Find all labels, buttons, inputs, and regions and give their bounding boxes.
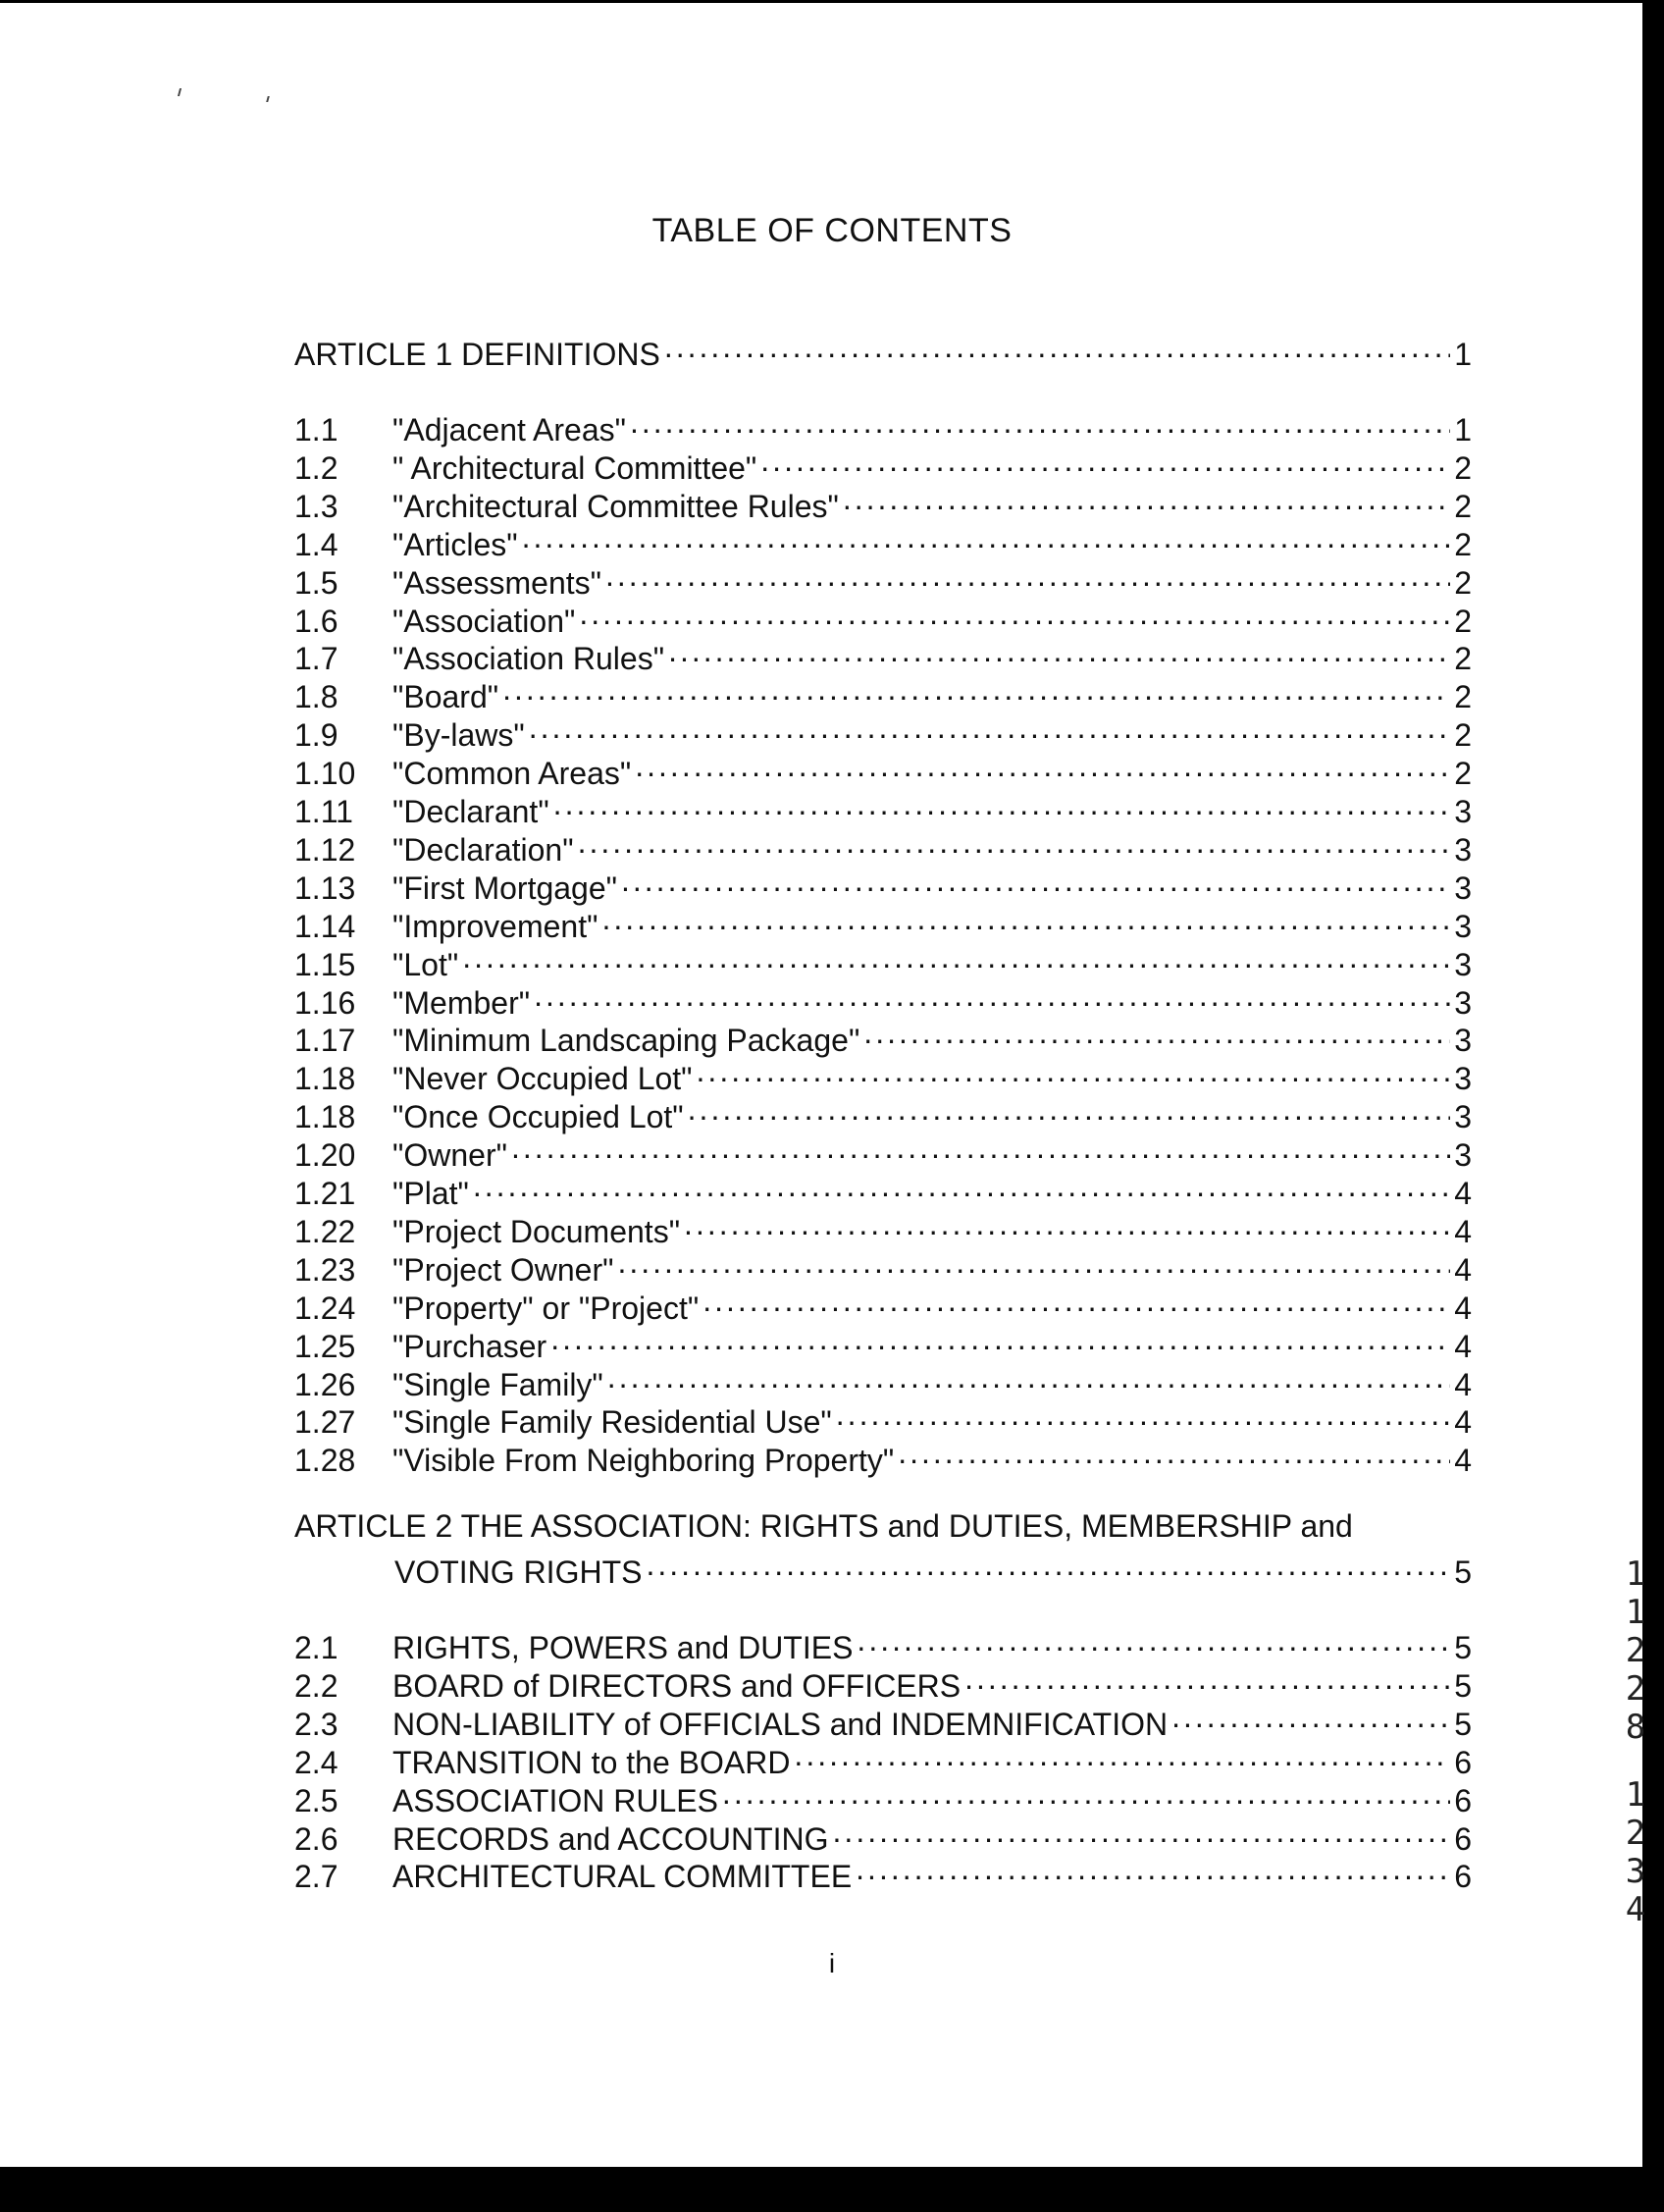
entry-page: 2 [1454, 717, 1472, 754]
scan-speck [178, 88, 182, 96]
entry-label: "First Mortgage" [392, 869, 617, 906]
entry-number: 1.13 [294, 869, 356, 906]
entry-page: 3 [1454, 794, 1472, 829]
entry-label: "Single Family Residential Use" [392, 1404, 832, 1441]
entry-number: 2.5 [294, 1782, 338, 1818]
toc-entry [294, 1090, 1472, 1135]
entry-number: 1.4 [294, 526, 338, 562]
entry-number: 1.5 [294, 564, 338, 601]
leader-dots [702, 1282, 1450, 1319]
toc-entry [294, 1320, 1472, 1364]
entry-label: "Owner" [392, 1137, 507, 1174]
entry-number: 1.8 [294, 679, 338, 715]
leader-dots [617, 1243, 1450, 1281]
leader-dots [722, 1774, 1450, 1812]
entry-number: 1.12 [294, 831, 356, 868]
entry-label: "Adjacent Areas" [392, 412, 626, 448]
entry-page: 6 [1454, 1820, 1472, 1857]
entry-number: 1.26 [294, 1366, 356, 1402]
entry-label: "By-laws" [392, 717, 525, 754]
leader-dots [553, 785, 1451, 822]
entry-label: RECORDS and ACCOUNTING [392, 1820, 829, 1857]
entry-page: 3 [1454, 1099, 1472, 1135]
entry-label: "Association" [392, 603, 576, 639]
toc-entry [294, 976, 1472, 1021]
toc-entry [294, 1434, 1472, 1479]
entry-number: 2.3 [294, 1706, 338, 1742]
entry-label: "Assessments" [392, 564, 601, 601]
entry-label: ARCHITECTURAL COMMITTEE [392, 1859, 853, 1895]
entry-page: 2 [1454, 603, 1472, 639]
entry-label: TRANSITION to the BOARD [392, 1744, 791, 1780]
entry-number: 1.20 [294, 1137, 356, 1174]
stamp-digit: 8 [1625, 1708, 1646, 1747]
leader-dots [522, 518, 1451, 555]
toc-entry [294, 1396, 1472, 1441]
toc-entry [294, 556, 1472, 601]
entry-number: 1.23 [294, 1251, 356, 1288]
toc-entry [294, 785, 1472, 829]
toc-entry [294, 1850, 1472, 1895]
entry-page: 4 [1454, 1176, 1472, 1211]
article-1-page: 1 [1454, 337, 1472, 372]
stamp-digit: 2 [1625, 1631, 1646, 1670]
entry-label: "Project Owner" [392, 1251, 614, 1288]
entry-number: 1.14 [294, 908, 356, 944]
toc-entry [294, 709, 1472, 754]
entry-number: 1.27 [294, 1404, 356, 1441]
entry-page: 5 [1454, 1667, 1472, 1704]
entry-label: "Visible From Neighboring Property" [392, 1443, 895, 1479]
toc-entry [294, 1774, 1472, 1818]
toc-entry [294, 1282, 1472, 1326]
toc-entry [294, 1167, 1472, 1211]
toc-entry [294, 1129, 1472, 1174]
entry-page: 4 [1454, 1366, 1472, 1402]
entry-page: 4 [1454, 1290, 1472, 1326]
stamp-digit: 3 [1625, 1852, 1646, 1891]
entry-page: 4 [1454, 1443, 1472, 1479]
entry-number: 1.18 [294, 1099, 356, 1135]
leader-dots [898, 1434, 1450, 1471]
entry-number: 1.22 [294, 1213, 356, 1249]
leader-dots [534, 976, 1450, 1014]
entry-number: 1.9 [294, 717, 338, 754]
article-2-title-line-2: VOTING RIGHTS [394, 1554, 643, 1590]
entry-page: 3 [1454, 869, 1472, 906]
toc-entry [294, 823, 1472, 868]
leader-dots [462, 938, 1450, 975]
toc-entry [294, 1243, 1472, 1288]
entry-label: ASSOCIATION RULES [392, 1782, 718, 1818]
leader-dots [684, 1205, 1450, 1242]
page-title: TABLE OF CONTENTS [651, 212, 1013, 249]
stamp-digit: 1 [1625, 1554, 1646, 1594]
leader-dots [646, 1546, 1450, 1583]
toc-entry [294, 632, 1472, 677]
scan-border-bottom [0, 2167, 1664, 2212]
leader-dots [630, 403, 1450, 441]
leader-dots [668, 632, 1450, 669]
toc-entry [294, 1813, 1472, 1857]
leader-dots [550, 1320, 1450, 1357]
article-2-heading-line-1 [294, 1507, 1472, 1545]
entry-number: 1.18 [294, 1061, 356, 1097]
toc-entry [294, 747, 1472, 792]
leader-dots [664, 328, 1450, 365]
leader-dots [833, 1813, 1451, 1850]
entry-label: "Improvement" [392, 908, 598, 944]
entry-number: 1.24 [294, 1290, 356, 1326]
entry-page: 1 [1454, 412, 1472, 448]
entry-label: NON-LIABILITY of OFFICIALS and INDEMNIFICATION [392, 1706, 1169, 1742]
toc-entry [294, 1014, 1472, 1059]
leader-dots [697, 1052, 1451, 1089]
article-2-title-line-1: ARTICLE 2 THE ASSOCIATION: RIGHTS and DUTIES, MEMBERSHIP and [294, 1508, 1353, 1544]
leader-dots [502, 670, 1450, 708]
entry-page: 4 [1454, 1251, 1472, 1288]
entry-number: 1.10 [294, 756, 356, 792]
entry-label: RIGHTS, POWERS and DUTIES [392, 1630, 854, 1665]
entry-number: 2.1 [294, 1630, 338, 1665]
entry-page: 4 [1454, 1404, 1472, 1441]
entry-page: 3 [1454, 1061, 1472, 1097]
entry-page: 2 [1454, 641, 1472, 677]
toc-entry [294, 1659, 1472, 1704]
entry-number: 1.21 [294, 1176, 356, 1211]
stamp-gap [1624, 1747, 1647, 1776]
entry-page: 3 [1454, 908, 1472, 944]
leader-dots [964, 1659, 1450, 1697]
scan-speck [266, 96, 270, 102]
article-2-page: 5 [1454, 1554, 1472, 1590]
entry-label: BOARD of DIRECTORS and OFFICERS [392, 1667, 962, 1704]
leader-dots [578, 823, 1451, 861]
entry-number: 1.25 [294, 1328, 356, 1364]
toc-entry [294, 1621, 1472, 1665]
entry-label: "Declarant" [392, 794, 549, 829]
stamp-digit: 2 [1625, 1669, 1646, 1709]
leader-dots [605, 556, 1450, 594]
leader-dots [843, 480, 1450, 517]
entry-label: "Plat" [392, 1176, 469, 1211]
article-1-title: ARTICLE 1 DEFINITIONS [294, 337, 660, 372]
leader-dots [760, 442, 1450, 479]
leader-dots [601, 900, 1450, 937]
leader-dots [511, 1129, 1450, 1166]
entry-label: "Once Occupied Lot" [392, 1099, 684, 1135]
entry-number: 1.15 [294, 946, 356, 982]
entry-number: 1.6 [294, 603, 338, 639]
entry-label: " Architectural Committee" [392, 449, 757, 486]
stamp-digit: 1 [1625, 1593, 1646, 1632]
entry-page: 2 [1454, 679, 1472, 715]
leader-dots [857, 1621, 1450, 1659]
entry-number: 1.7 [294, 641, 338, 677]
leader-dots [836, 1396, 1450, 1433]
entry-label: "Declaration" [392, 831, 574, 868]
entry-label: "Articles" [392, 526, 518, 562]
entry-number: 2.6 [294, 1820, 338, 1857]
entry-page: 2 [1454, 526, 1472, 562]
leader-dots [579, 595, 1450, 632]
entry-label: "Minimum Landscaping Package" [392, 1023, 860, 1059]
toc-entry [294, 862, 1472, 906]
entry-number: 1.17 [294, 1023, 356, 1059]
entry-number: 1.11 [294, 794, 353, 829]
article-1-heading [294, 328, 1472, 372]
leader-dots [794, 1736, 1450, 1773]
leader-dots [863, 1014, 1450, 1051]
entry-label: "Property" or "Project" [392, 1290, 700, 1326]
toc-entry [294, 1358, 1472, 1402]
entry-label: "Purchaser [392, 1328, 547, 1364]
toc-entry [294, 900, 1472, 944]
toc-entry [294, 1205, 1472, 1249]
entry-page: 5 [1454, 1630, 1472, 1665]
side-stamp [1624, 1555, 1647, 1929]
leader-dots [688, 1090, 1451, 1128]
entry-page: 3 [1454, 1023, 1472, 1059]
entry-label: "Common Areas" [392, 756, 632, 792]
scan-border-top [0, 0, 1664, 3]
entry-page: 6 [1454, 1744, 1472, 1780]
toc-entry [294, 1052, 1472, 1097]
entry-number: 1.3 [294, 488, 338, 524]
entry-label: "Never Occupied Lot" [392, 1061, 693, 1097]
entry-label: "Member" [392, 984, 531, 1021]
toc-entry [294, 1698, 1472, 1742]
entry-page: 3 [1454, 1137, 1472, 1174]
toc-entry [294, 595, 1472, 639]
entry-page: 3 [1454, 831, 1472, 868]
entry-page: 6 [1454, 1782, 1472, 1818]
entry-number: 1.28 [294, 1443, 356, 1479]
toc-entry [294, 670, 1472, 715]
entry-label: "Architectural Committee Rules" [392, 488, 839, 524]
entry-page: 2 [1454, 449, 1472, 486]
stamp-digit: 2 [1625, 1814, 1646, 1853]
entry-number: 2.7 [294, 1859, 338, 1895]
entry-label: "Board" [392, 679, 499, 715]
entry-label: "Association Rules" [392, 641, 665, 677]
toc-entry [294, 442, 1472, 486]
entry-page: 2 [1454, 756, 1472, 792]
toc-entry [294, 938, 1472, 982]
leader-dots [529, 709, 1450, 746]
toc-entry [294, 480, 1472, 524]
leader-dots [473, 1167, 1450, 1204]
leader-dots [1171, 1698, 1450, 1735]
entry-page: 4 [1454, 1213, 1472, 1249]
entry-label: "Single Family" [392, 1366, 603, 1402]
leader-dots [621, 862, 1450, 899]
stamp-digit: 1 [1625, 1775, 1646, 1815]
entry-page: 3 [1454, 984, 1472, 1021]
entry-number: 2.4 [294, 1744, 338, 1780]
entry-page: 3 [1454, 946, 1472, 982]
entry-page: 4 [1454, 1328, 1472, 1364]
entry-page: 2 [1454, 564, 1472, 601]
stamp-digit: 4 [1625, 1890, 1646, 1929]
leader-dots [635, 747, 1450, 784]
entry-page: 2 [1454, 488, 1472, 524]
toc-entry [294, 1736, 1472, 1780]
entry-number: 1.1 [294, 412, 338, 448]
entry-page: 6 [1454, 1859, 1472, 1895]
leader-dots [607, 1358, 1450, 1396]
entry-label: "Lot" [392, 946, 459, 982]
entry-number: 2.2 [294, 1667, 338, 1704]
entry-label: "Project Documents" [392, 1213, 681, 1249]
entry-number: 1.16 [294, 984, 356, 1021]
article-2-heading-line-2 [294, 1546, 1472, 1590]
entry-number: 1.2 [294, 449, 338, 486]
toc-entry [294, 403, 1472, 448]
toc-entry [294, 518, 1472, 562]
entry-page: 5 [1454, 1706, 1472, 1742]
page-number: i [828, 1948, 836, 1978]
leader-dots [856, 1850, 1450, 1887]
